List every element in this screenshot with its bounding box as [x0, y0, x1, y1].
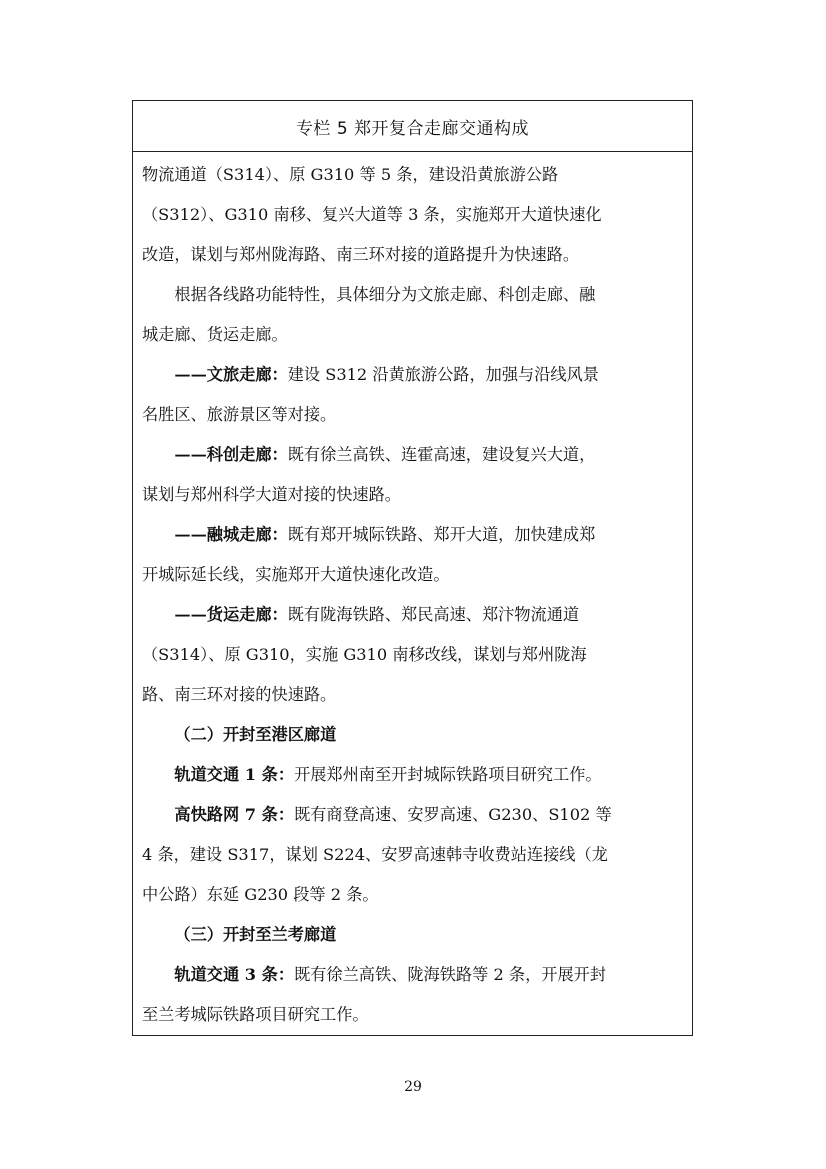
section-heading: （三）开封至兰考廊道	[174, 925, 337, 944]
paragraph-text: 建设 S312 沿黄旅游公路，加强与沿线风景	[287, 365, 599, 384]
column-title: 专栏 5 郑开复合走廊交通构成	[133, 101, 692, 152]
paragraph-text: 既有商登高速、安罗高速、G230、S102 等	[294, 805, 612, 824]
paragraph-line: 中公路）东延 G230 段等 2 条。	[142, 885, 379, 904]
paragraph-line: 谋划与郑州科学大道对接的快速路。	[142, 485, 401, 504]
paragraph-line	[142, 755, 685, 795]
column-content	[142, 155, 685, 1035]
paragraph-line: （S312）、G310 南移、复兴大道等 3 条，实施郑开大道快速化	[142, 205, 602, 224]
paragraph-text: 既有徐兰高铁、连霍高速，建设复兴大道，	[287, 445, 596, 464]
paragraph-line: 城走廊、货运走廊。	[142, 325, 288, 344]
paragraph-line: 名胜区、旅游景区等对接。	[142, 405, 337, 424]
paragraph-line: 改造，谋划与郑州陇海路、南三环对接的道路提升为快速路。	[142, 245, 580, 264]
corridor-label-urban-integration: ——融城走廊：	[174, 525, 288, 544]
paragraph-line: 路、南三环对接的快速路。	[142, 685, 337, 704]
paragraph-line: 4 条，建设 S317，谋划 S224、安罗高速韩寺收费站连接线（龙	[142, 845, 608, 864]
column-box	[132, 100, 693, 1036]
paragraph-line: 物流通道（S314）、原 G310 等 5 条，建设沿黄旅游公路	[142, 165, 559, 184]
paragraph-text: 既有郑开城际铁路、郑开大道，加快建成郑	[287, 525, 596, 544]
paragraph-line	[142, 955, 685, 995]
paragraph-line	[142, 355, 685, 395]
item-label-rail: 轨道交通 3 条：	[174, 965, 295, 984]
paragraph-line	[142, 595, 685, 635]
corridor-label-culture-tourism: ——文旅走廊：	[174, 365, 288, 384]
paragraph-text: 既有徐兰高铁、陇海铁路等 2 条，开展开封	[294, 965, 607, 984]
paragraph-text: 开展郑州南至开封城际铁路项目研究工作。	[294, 765, 602, 784]
page-number: 29	[404, 1079, 422, 1095]
paragraph-line: 开城际延长线，实施郑开大道快速化改造。	[142, 565, 450, 584]
corridor-label-freight: ——货运走廊：	[174, 605, 288, 624]
section-heading: （二）开封至港区廊道	[174, 725, 337, 744]
item-label-expressway: 高快路网 7 条：	[174, 805, 295, 824]
paragraph-line	[142, 435, 685, 475]
paragraph-line	[142, 795, 685, 835]
corridor-label-sci-tech: ——科创走廊：	[174, 445, 288, 464]
paragraph-text: 既有陇海铁路、郑民高速、郑汴物流通道	[287, 605, 580, 624]
paragraph-line: （S314）、原 G310，实施 G310 南移改线，谋划与郑州陇海	[142, 645, 587, 664]
item-label-rail: 轨道交通 1 条：	[174, 765, 295, 784]
paragraph-line: 至兰考城际铁路项目研究工作。	[142, 1005, 369, 1024]
paragraph-line	[142, 515, 685, 555]
paragraph-line: 根据各线路功能特性，具体细分为文旅走廊、科创走廊、融	[174, 285, 596, 304]
